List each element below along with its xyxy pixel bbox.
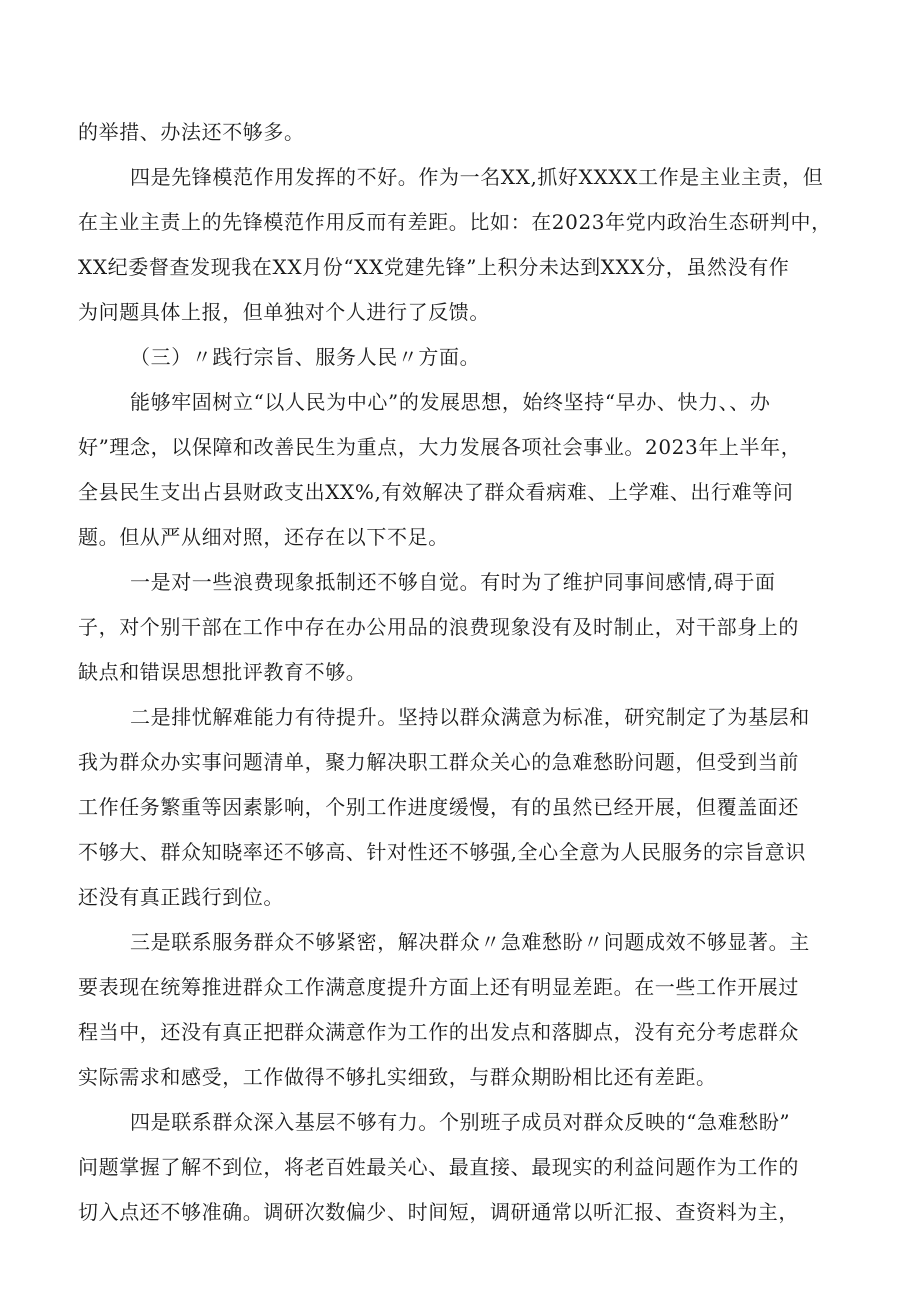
text-line: 在主业主责上的先锋模范作用反而有差距。比如：在2023年党内政治生态研判中， [78, 210, 832, 234]
text-line: 我为群众办实事问题清单，聚力解决职工群众关心的急难愁盼问题，但受到当前 [78, 750, 799, 774]
text-line: 好”理念，以保障和改善民生为重点，大力发展各项社会事业。2023年上半年， [78, 435, 802, 459]
text-line: 问题掌握了解不到位，将老百姓最关心、最直接、最现实的利益问题作为工作的 [78, 1155, 799, 1179]
text-line: 四是先锋模范作用发挥的不好。作为一名XX,抓好XXXX工作是主业主责，但 [130, 165, 824, 189]
text-line: 程当中，还没有真正把群众满意作为工作的出发点和落脚点，没有充分考虑群众 [78, 1020, 799, 1044]
text-line: 能够牢固树立“以人民为中心”的发展思想，始终坚持“早办、快力、、办 [130, 390, 771, 414]
text-line: 还没有真正践行到位。 [78, 885, 284, 909]
text-line: 实际需求和感受，工作做得不够扎实细致，与群众期盼相比还有差距。 [78, 1065, 717, 1089]
text-line: 三是联系服务群众不够紧密，解决群众〃急难愁盼〃问题成效不够显著。主 [130, 930, 810, 954]
text-line: 全县民生支出占县财政支出XX%,有效解决了群众看病难、上学难、出行难等问 [78, 480, 794, 504]
text-line: 二是排忧解难能力有待提升。坚持以群众满意为标准，研究制定了为基层和 [130, 705, 810, 729]
text-line: 缺点和错误思想批评教育不够。 [78, 660, 367, 684]
text-line: 工作任务繁重等因素影响，个别工作进度缓慢，有的虽然已经开展，但覆盖面还 [78, 795, 799, 819]
text-line: 子，对个别干部在工作中存在办公用品的浪费现象没有及时制止，对干部身上的 [78, 615, 799, 639]
section-heading: （三）〃践行宗旨、服务人民〃方面。 [130, 345, 481, 369]
text-line: 题。但从严从细对照，还存在以下不足。 [78, 525, 449, 549]
text-line: 为问题具体上报，但单独对个人进行了反馈。 [78, 300, 490, 324]
text-line: 一是对一些浪费现象抵制还不够自觉。有时为了维护同事间感情,碍于面 [130, 570, 776, 594]
text-line: 的举措、办法还不够多。 [78, 120, 305, 144]
text-line: XX纪委督查发现我在XX月份“XX党建先锋”上积分未达到XXX分，虽然没有作 [78, 255, 790, 279]
text-line: 四是联系群众深入基层不够有力。个别班子成员对群众反映的“急难愁盼” [130, 1110, 791, 1134]
text-line: 切入点还不够准确。调研次数偏少、时间短，调研通常以听汇报、查资料为主， [78, 1200, 799, 1224]
text-line: 要表现在统筹推进群众工作满意度提升方面上还有明显差距。在一些工作开展过 [78, 975, 799, 999]
text-line: 不够大、群众知晓率还不够高、针对性还不够强,全心全意为人民服务的宗旨意识 [78, 840, 806, 864]
